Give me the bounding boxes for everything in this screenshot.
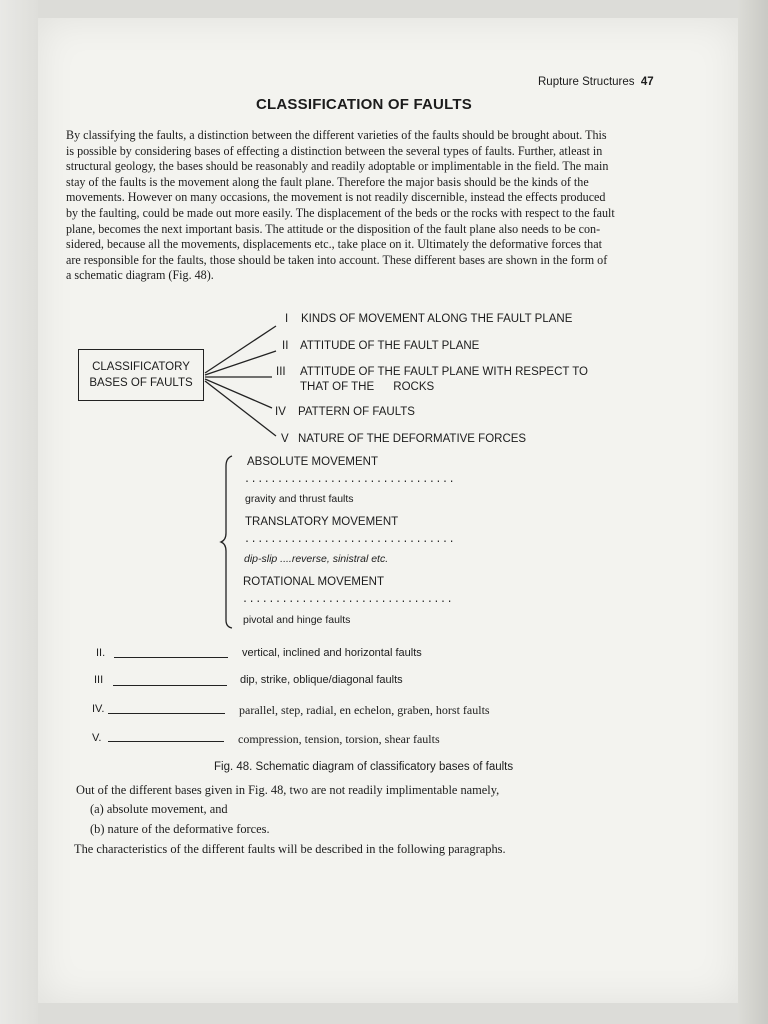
page-number: 47 [640,76,654,88]
base-numeral: II [282,340,289,352]
row-text: compression, tension, torsion, shear faults [238,732,440,746]
movement-heading: ROTATIONAL MOVEMENT [243,576,384,588]
box-line: BASES OF FAULTS [89,377,193,389]
paragraph-line: is possible by considering bases of effecting a distinction between the several types of faults. Further, atleast in [66,143,603,158]
base-text: ATTITUDE OF THE FAULT PLANE WITH RESPECT TO [300,366,588,378]
movement-example: gravity and thrust faults [245,493,354,505]
classificatory-box [78,349,204,401]
connector-line-ii [205,351,276,375]
figure-caption: Fig. 48. Schematic diagram of classificatory bases of faults [214,761,514,773]
row-label: IV. [92,703,105,715]
base-text: KINDS OF MOVEMENT ALONG THE FAULT PLANE [301,313,573,325]
closing-final: The characteristics of the different faults will be described in the following paragraphs. [74,842,506,856]
dotted-leader: ................................ [244,535,456,546]
paragraph-line: stay of the faults is the movement along the fault plane. Therefore the major basis should be the kinds of the [66,174,589,189]
movement-example: pivotal and hinge faults [243,614,351,626]
row-text: dip, strike, oblique/diagonal faults [240,674,403,686]
movement-heading: ABSOLUTE MOVEMENT [247,456,378,468]
movement-brace [221,456,232,628]
paragraph-line: structural geology, the bases should be reasonably and readily adoptable or implimentable in the field. The main [66,159,609,174]
row-rule [113,685,227,686]
paragraph-line: plane, becomes the next important basis. The attitude or the disposition of the fault plane also needs to be con- [66,221,601,236]
row-label: II. [96,647,106,659]
movement-heading: TRANSLATORY MOVEMENT [245,516,399,528]
running-title: Rupture Structures [538,76,635,88]
closing-intro: Out of the different bases given in Fig. 48, two are not readily implimentable namely, [76,783,500,797]
paragraph-line: By classifying the faults, a distinction between the different varieties of the faults should be brought about. This [66,128,607,142]
movement-example: dip-slip ....reverse, sinistral etc. [244,553,389,565]
paragraph-line: a schematic diagram (Fig. 48). [66,268,214,283]
closing-item: (a) absolute movement, and [90,802,228,816]
row-text: parallel, step, radial, en echelon, graben, horst faults [239,703,490,717]
base-text: PATTERN OF FAULTS [298,406,415,418]
base-numeral: IV [275,406,286,418]
paragraph-line: movements. However on many occasions, the movement is not readily discernible, instead the effects produced [66,190,606,205]
paragraph-line: by the faulting, could be made out more easily. The displacement of the beds or the rocks with respect to the fault [66,205,615,220]
connector-line-iv [205,379,272,408]
closing-item: (b) nature of the deformative forces. [90,822,270,836]
base-numeral: III [276,366,286,378]
row-rule [114,657,228,658]
base-text: ATTITUDE OF THE FAULT PLANE [300,340,480,352]
base-numeral: I [285,313,289,325]
paragraph-line: sidered, because all the movements, displacements etc., take place on it. Ultimately the deformative forces that [66,237,602,252]
row-text: vertical, inclined and horizontal faults [242,647,422,659]
row-label: V. [92,732,102,744]
section-title: CLASSIFICATION OF FAULTS [256,96,472,113]
base-text-continued: THAT OF THE ROCKS [300,381,435,393]
box-line: CLASSIFICATORY [92,361,190,373]
base-numeral: V [281,433,289,445]
connector-line-i [205,326,276,373]
connector-line-v [205,381,276,436]
row-rule [108,741,224,742]
dotted-leader: ................................ [242,595,454,606]
base-text: NATURE OF THE DEFORMATIVE FORCES [298,433,527,445]
paragraph-line: are responsible for the faults, those should be taken into account. These different bases are shown in the form of [66,252,608,267]
row-label: III [94,674,104,686]
row-rule [108,713,225,714]
dotted-leader: ................................ [244,475,456,486]
